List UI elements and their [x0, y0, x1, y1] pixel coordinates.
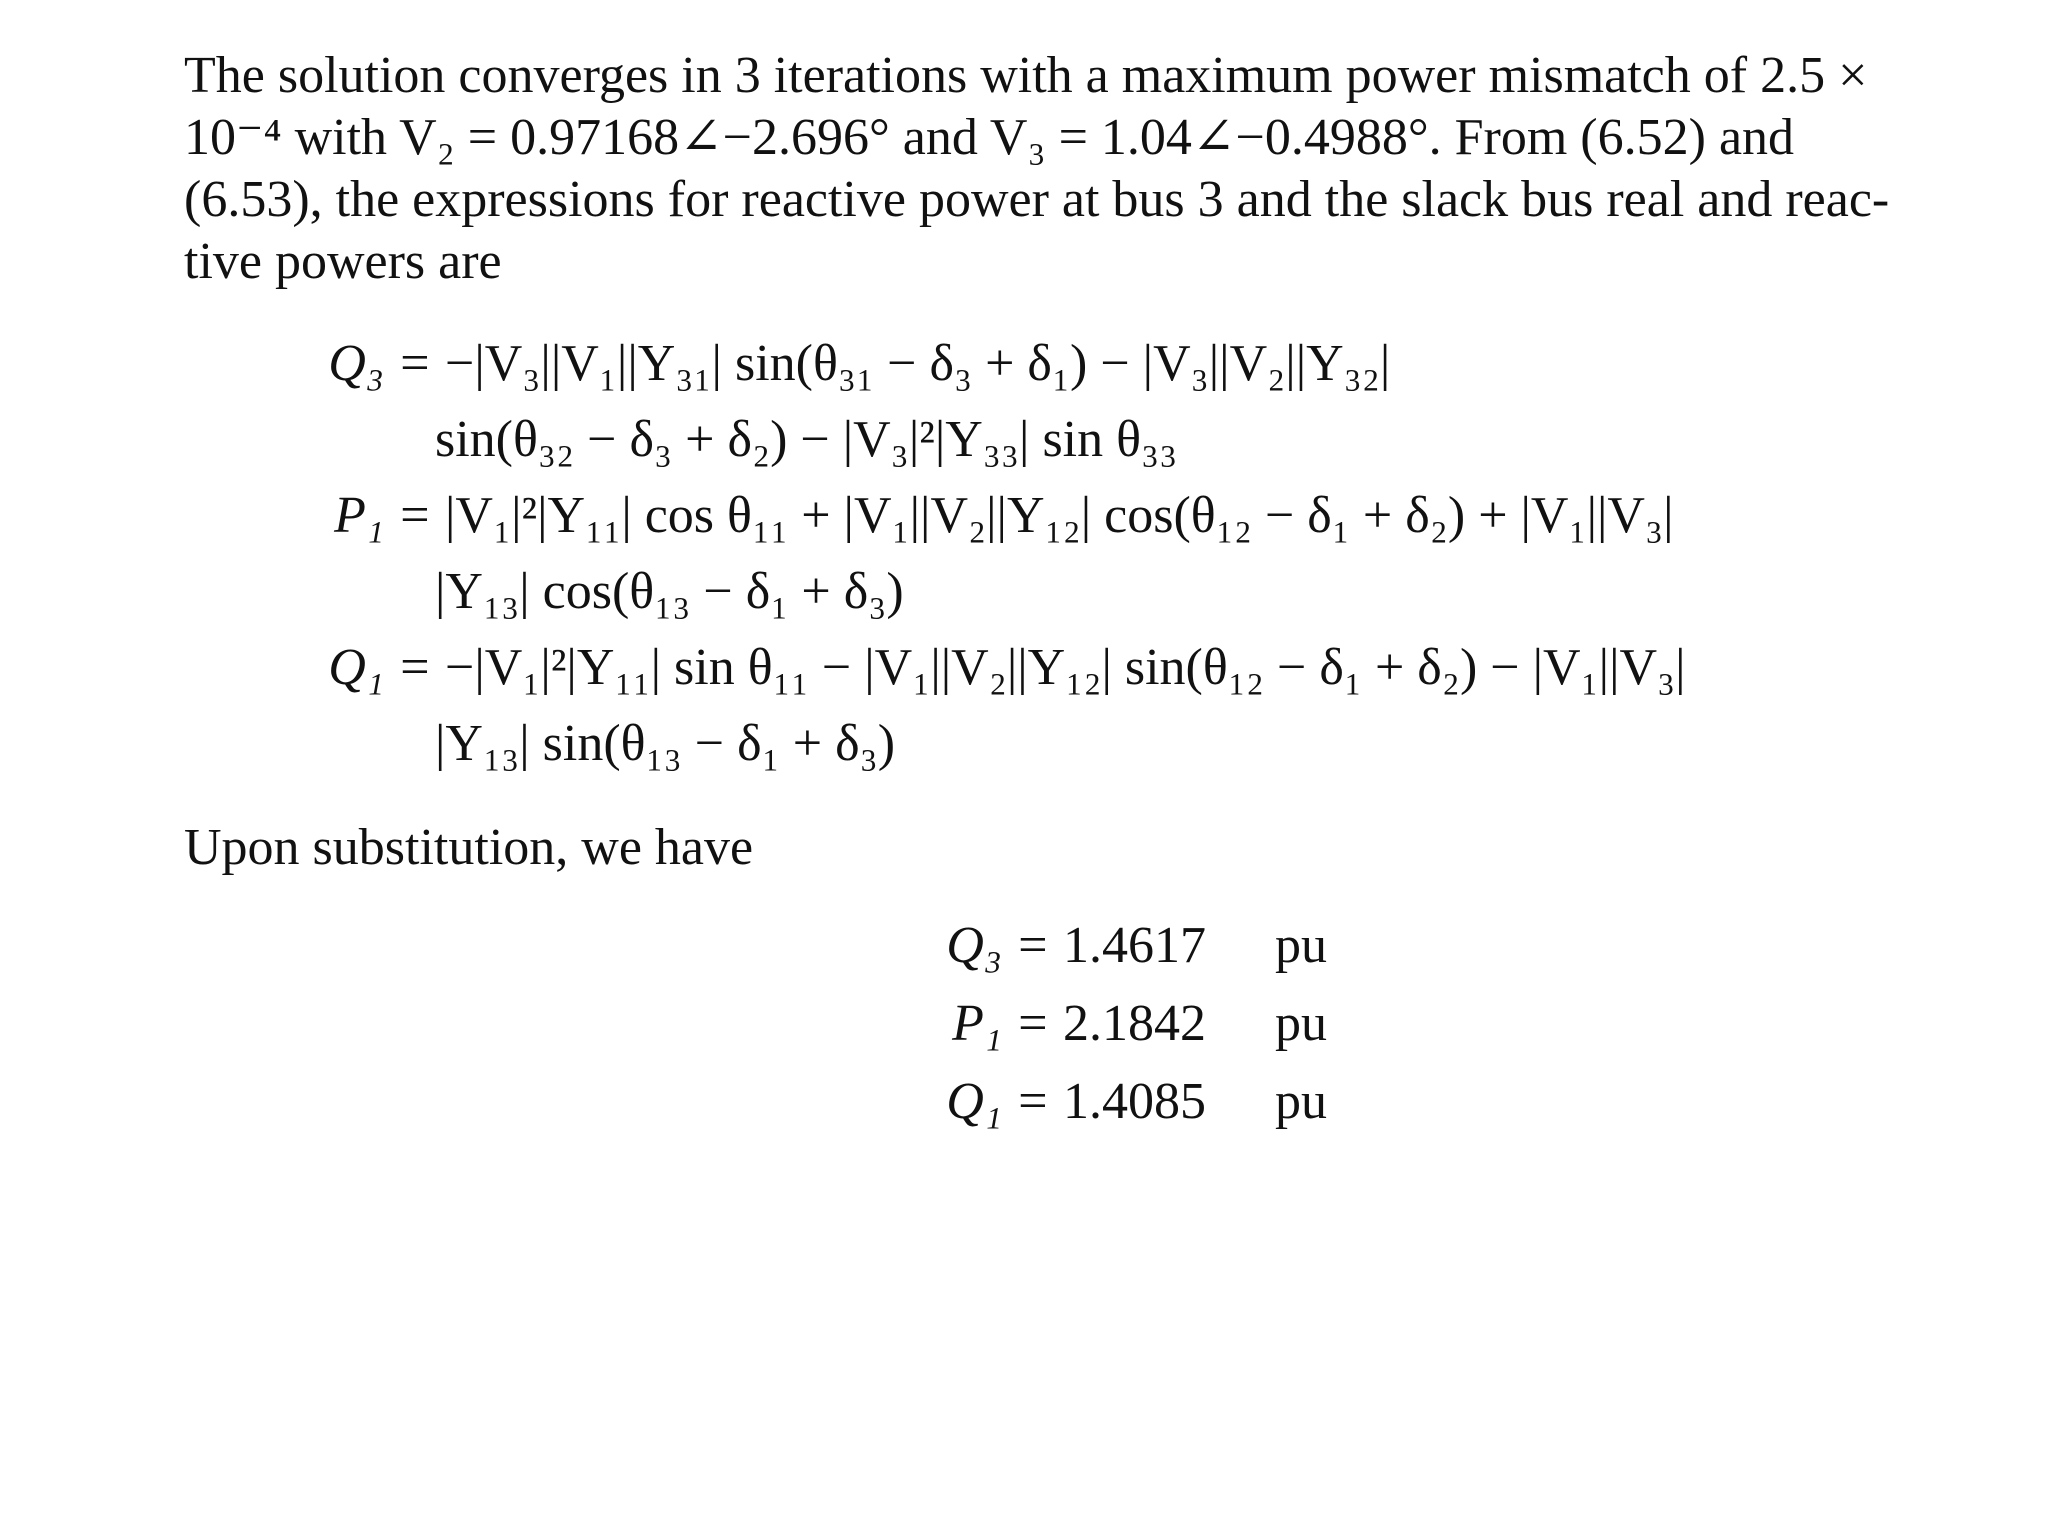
equation-p1-line-2: [300, 562, 1686, 638]
intro-paragraph: [184, 46, 1959, 294]
equation-q1-line-2: [300, 714, 1686, 790]
equation-block: [300, 334, 1686, 790]
intro-line-2: 10⁻⁴ with V₂ = 0.97168∠−2.696° and V₃ = 1.04∠−0.4988°. From (6.52) and: [184, 109, 1795, 166]
equation-q3-line-2: [300, 410, 1686, 486]
equation-lhs: Q₃ =: [328, 335, 432, 392]
result-label: P₁ =: [952, 995, 1050, 1052]
result-q1: [880, 1072, 1327, 1150]
transition-text: Upon substitution, we have: [184, 819, 754, 876]
results-block: [880, 916, 1327, 1150]
result-unit: pu: [1275, 1073, 1327, 1130]
result-value: 2.1842: [1063, 995, 1206, 1052]
equation-rhs: |Y₁₃| cos(θ₁₃ − δ₁ + δ₃): [435, 563, 904, 620]
result-unit: pu: [1275, 995, 1327, 1052]
result-label: Q₁ =: [946, 1073, 1050, 1130]
equation-q1-line-1: [300, 638, 1686, 714]
result-label: Q₃ =: [946, 917, 1050, 974]
intro-line-1: The solution converges in 3 iterations with a maximum power mismatch of 2.5 ×: [184, 47, 1868, 104]
result-value: 1.4085: [1063, 1073, 1206, 1130]
equation-rhs: −|V₁|²|Y₁₁| sin θ₁₁ − |V₁||V₂||Y₁₂| sin(θ₁₂ − δ₁ + δ₂) − |V₁||V₃|: [445, 639, 1686, 696]
equation-rhs: −|V₃||V₁||Y₃₁| sin(θ₃₁ − δ₃ + δ₁) − |V₃||V₂||Y₃₂|: [445, 335, 1391, 392]
result-unit: pu: [1275, 917, 1327, 974]
result-value: 1.4617: [1063, 917, 1206, 974]
equation-rhs: |Y₁₃| sin(θ₁₃ − δ₁ + δ₃): [435, 715, 896, 772]
equation-q3-line-1: [300, 334, 1686, 410]
equation-rhs: |V₁|²|Y₁₁| cos θ₁₁ + |V₁||V₂||Y₁₂| cos(θ₁₂ − δ₁ + δ₂) + |V₁||V₃|: [445, 487, 1674, 544]
equation-p1-line-1: [300, 486, 1686, 562]
intro-line-3: (6.53), the expressions for reactive power at bus 3 and the slack bus real and reac-: [184, 171, 1890, 228]
equation-lhs: Q₁ =: [328, 639, 432, 696]
result-p1: [880, 994, 1327, 1072]
equation-rhs: sin(θ₃₂ − δ₃ + δ₂) − |V₃|²|Y₃₃| sin θ₃₃: [435, 411, 1178, 468]
result-q3: [880, 916, 1327, 994]
equation-lhs: P₁ =: [334, 487, 432, 544]
intro-line-4: tive powers are: [184, 233, 502, 290]
